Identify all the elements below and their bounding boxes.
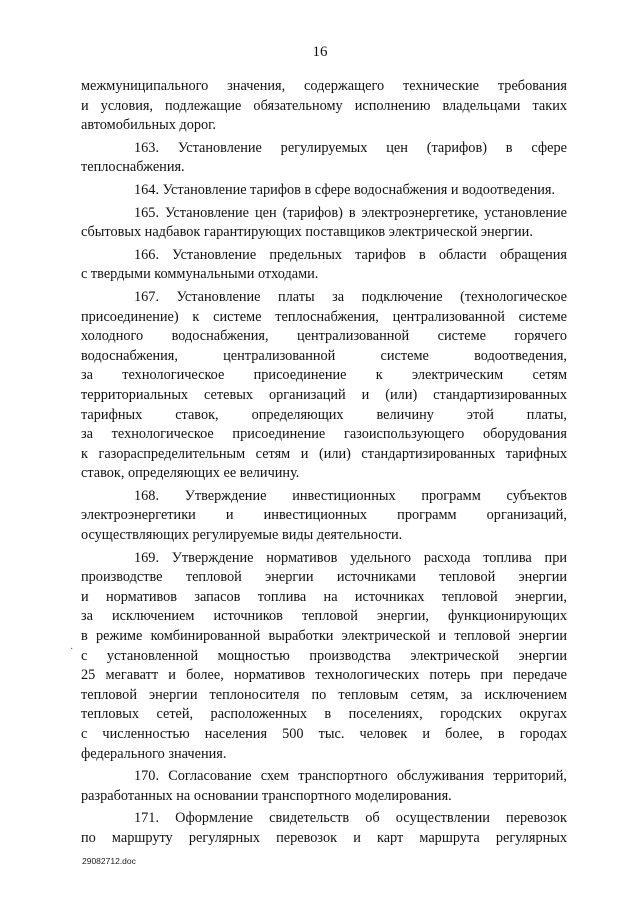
paragraph-line: 163. Установление регулируемых цен (тарифов) в сфере xyxy=(134,139,567,156)
paragraph xyxy=(81,809,567,848)
paragraph xyxy=(81,139,567,178)
paragraph-line: по маршруту регулярных перевозок и карт маршрута регулярных xyxy=(81,829,567,846)
paragraph-line: в режиме комбинированной выработки электрической и тепловой энергии xyxy=(81,628,567,645)
paragraph-line: осуществляющих регулируемые виды деятельности. xyxy=(81,527,403,544)
paragraph-line: тепловой энергии теплоносителя по тепловым сетям, за исключением xyxy=(81,686,567,703)
paragraph-line: теплоснабжения. xyxy=(81,159,185,176)
paragraph-line: 167. Установление платы за подключение (технологическое xyxy=(134,288,567,305)
paragraph xyxy=(81,549,567,765)
paragraph-line: за технологическое присоединение газоиспользующего оборудования xyxy=(81,426,567,443)
paragraph-line: за технологическое присоединение к электрическим сетям xyxy=(81,367,567,384)
paragraph-line: федерального значения. xyxy=(81,745,227,762)
paragraph-line: автомобильных дорог. xyxy=(81,117,216,134)
paragraph-line: производстве тепловой энергии источниками тепловой энергии xyxy=(81,569,567,586)
margin-mark: · xyxy=(70,644,74,655)
paragraph-line: межмуниципального значения, содержащего технические требования xyxy=(81,78,567,94)
paragraph xyxy=(81,77,567,136)
paragraph-line: 164. Установление тарифов в сфере водоснабжения и водоотведения. xyxy=(134,181,556,198)
paragraph-line: за исключением источников тепловой энергии, функционирующих xyxy=(81,608,567,625)
paragraph-line: с численностью населения 500 тыс. человек и более, в городах xyxy=(81,726,567,742)
paragraph-line: 171. Оформление свидетельств об осуществлении перевозок xyxy=(134,810,567,827)
paragraph-line: разработанных на основании транспортного моделирования. xyxy=(81,787,452,804)
paragraph-line: и нормативов запасов топлива на источниках тепловой энергии, xyxy=(81,588,567,605)
paragraph-line: и условия, подлежащие обязательному исполнению владельцами таких xyxy=(81,97,567,114)
paragraph xyxy=(81,288,567,484)
paragraph-line: 25 мегаватт и более, нормативов технологических потерь при передаче xyxy=(81,667,567,684)
paragraph-line: 169. Утверждение нормативов удельного расхода топлива при xyxy=(134,549,567,566)
paragraph xyxy=(81,181,567,201)
footer-filename: 29082712.doc xyxy=(82,856,136,866)
paragraph-line: к газораспределительным сетям и (или) стандартизированных тарифных xyxy=(81,445,567,462)
paragraph-line: присоединение) к системе теплоснабжения, централизованной системе xyxy=(81,308,567,325)
paragraph-line: 170. Согласование схем транспортного обслуживания территорий, xyxy=(134,768,567,785)
paragraph xyxy=(81,767,567,806)
paragraph xyxy=(81,204,567,243)
paragraph-line: с твердыми коммунальными отходами. xyxy=(81,266,319,283)
paragraph-line: электроэнергетики и инвестиционных программ организаций, xyxy=(81,507,567,524)
page-number: 16 xyxy=(312,44,328,60)
paragraph-line: с установленной мощностью производства электрической энергии xyxy=(81,647,567,664)
paragraph-line: тарифных ставок, определяющих величину этой платы, xyxy=(81,406,567,423)
paragraph-line: 165. Установление цен (тарифов) в электроэнергетике, установление xyxy=(134,204,567,221)
paragraph-line: водоснабжения, централизованной системе водоотведения, xyxy=(81,347,567,364)
paragraph-line: сбытовых надбавок гарантирующих поставщиков электрической энергии. xyxy=(81,224,533,241)
paragraph-line: тепловых сетей, расположенных в поселениях, городских округах xyxy=(81,706,567,723)
paragraph xyxy=(81,246,567,285)
document-body xyxy=(81,77,567,852)
paragraph-line: 166. Установление предельных тарифов в области обращения xyxy=(134,246,567,263)
paragraph-line: холодного водоснабжения, централизованной системе горячего xyxy=(81,328,567,345)
paragraph-line: территориальных сетевых организаций и (или) стандартизированных xyxy=(81,386,567,403)
paragraph-line: 168. Утверждение инвестиционных программ субъектов xyxy=(134,487,567,504)
paragraph-line: ставок, определяющих ее величину. xyxy=(81,465,300,482)
paragraph xyxy=(81,487,567,546)
